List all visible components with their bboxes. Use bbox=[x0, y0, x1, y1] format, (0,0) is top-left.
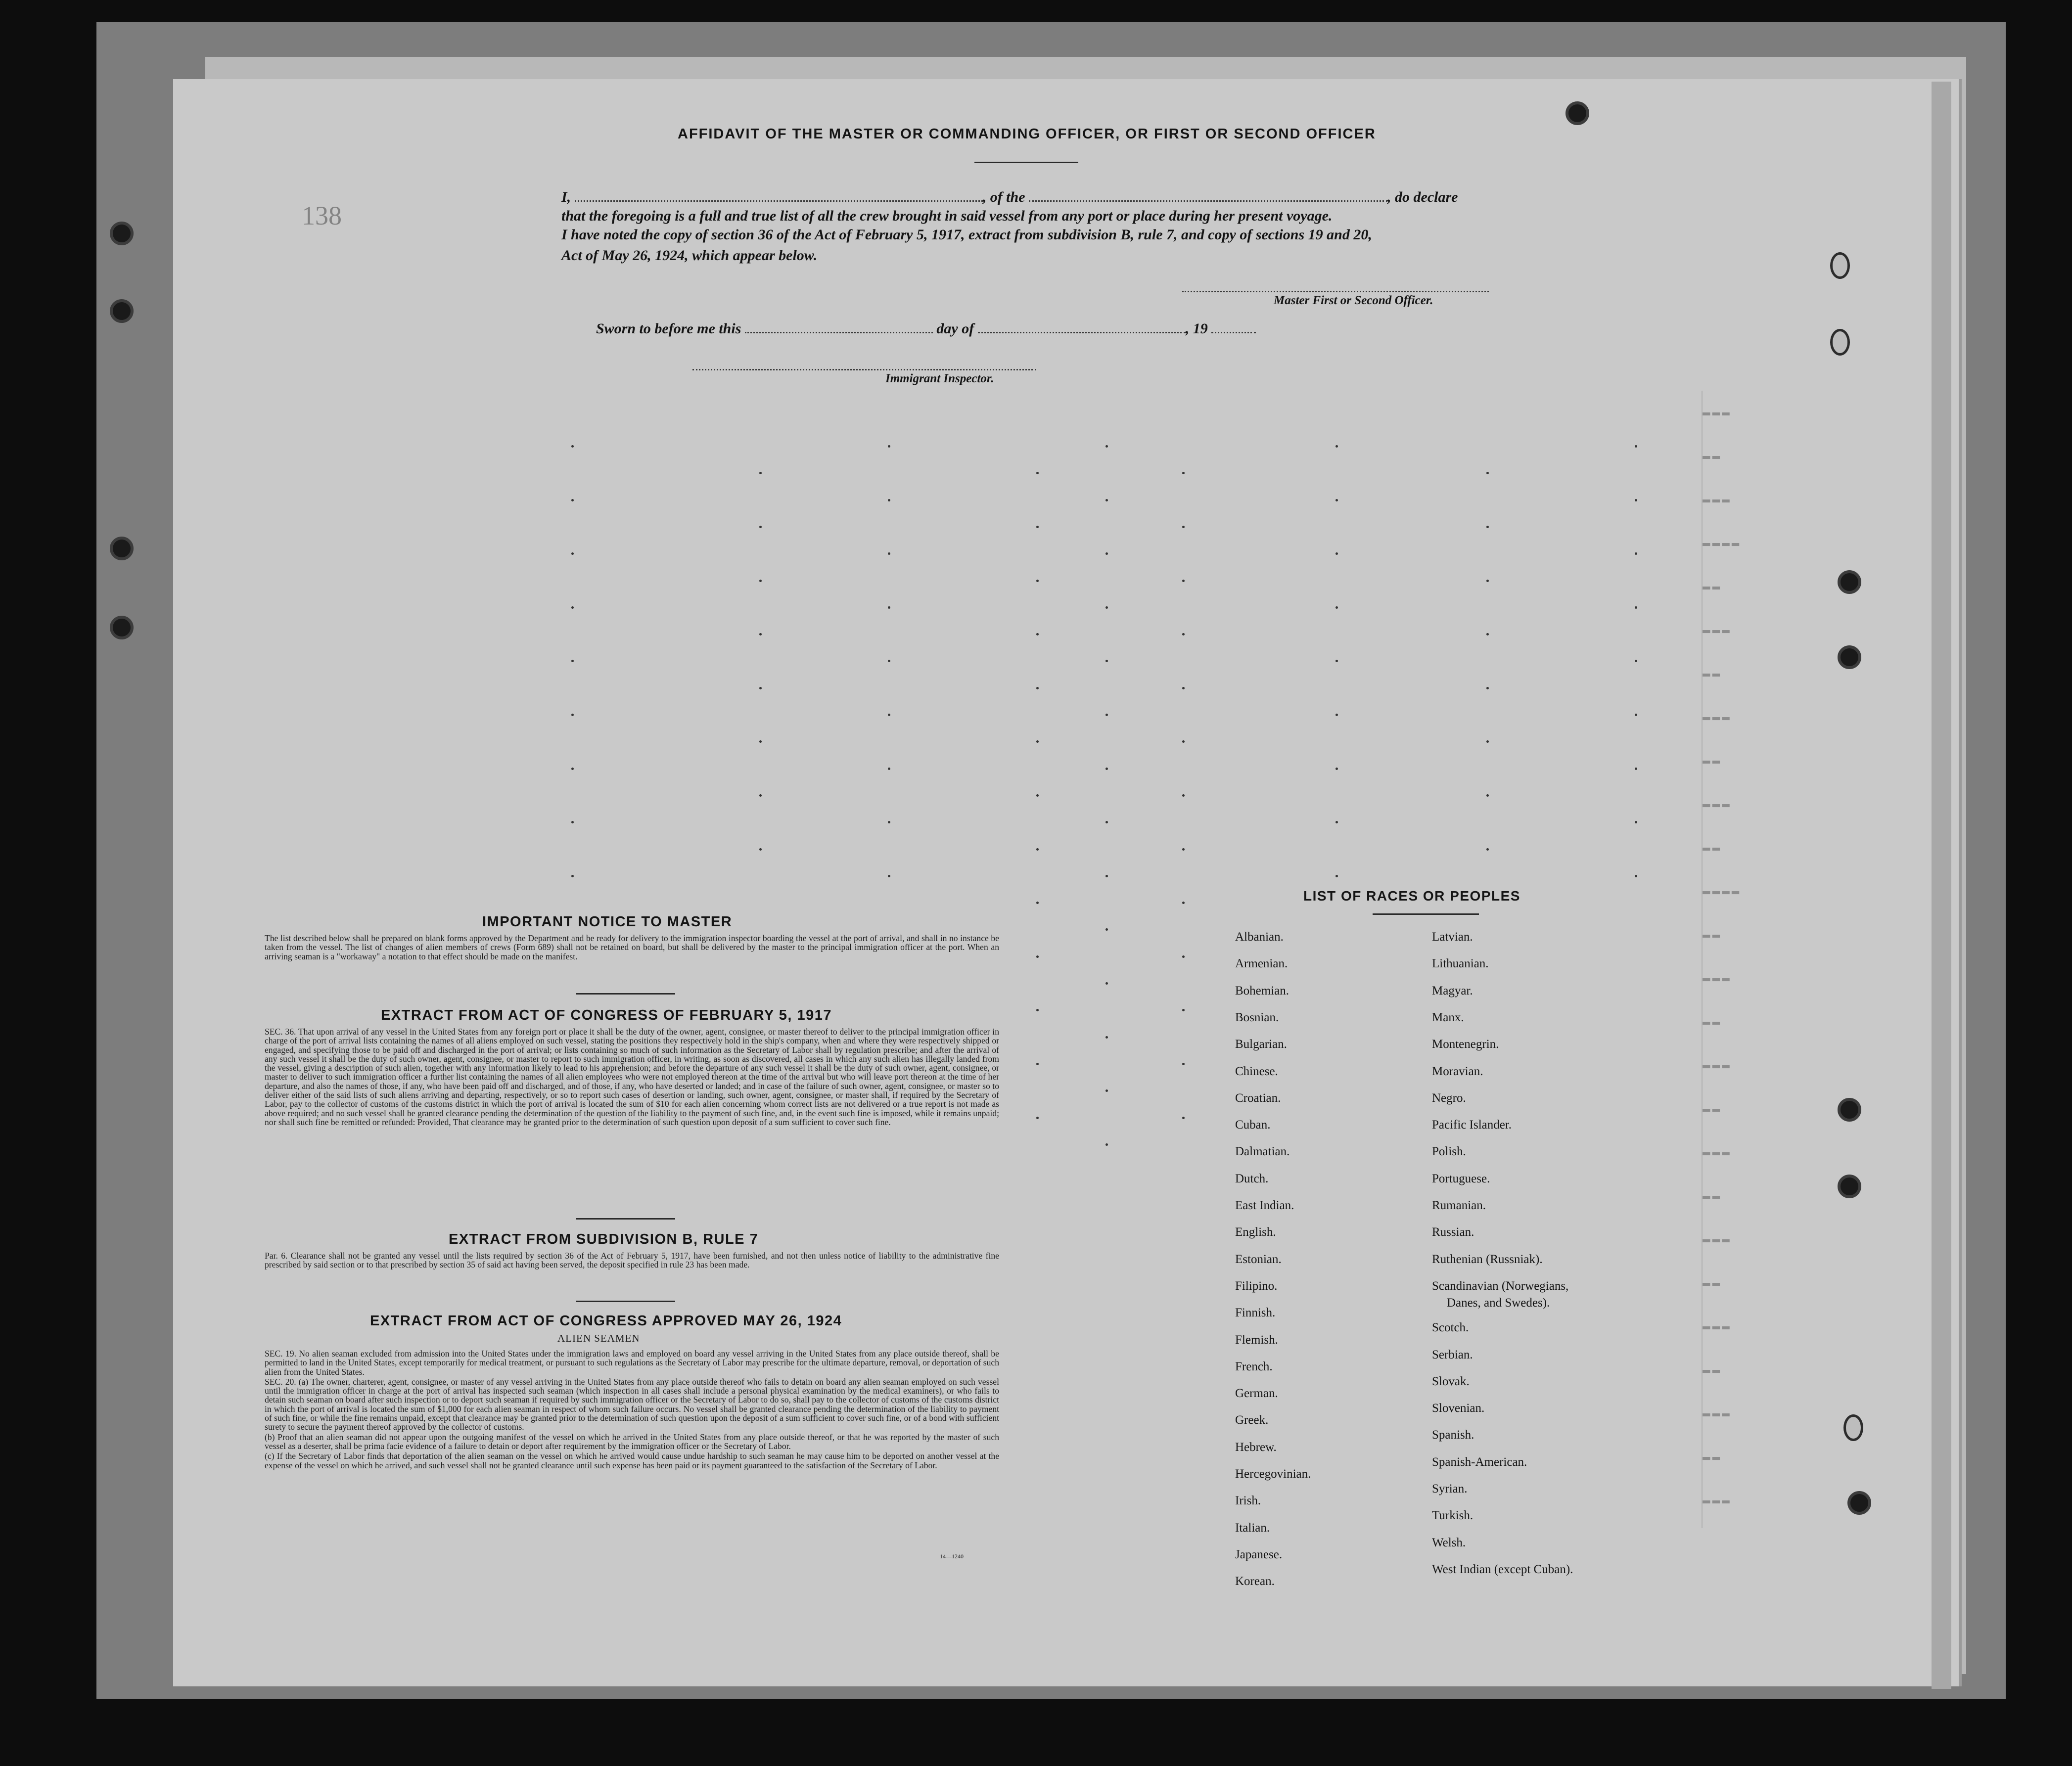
race-item: Welsh. bbox=[1432, 1536, 1466, 1549]
leader-dot bbox=[1486, 848, 1489, 851]
binder-hole bbox=[1838, 1175, 1861, 1198]
leader-dot bbox=[1635, 552, 1637, 555]
race-item: East Indian. bbox=[1235, 1199, 1294, 1212]
alien-seamen-subtitle: ALIEN SEAMEN bbox=[557, 1332, 640, 1344]
leader-dot bbox=[1635, 768, 1637, 770]
binder-hole bbox=[1847, 1491, 1871, 1515]
leader-dot bbox=[1036, 633, 1039, 635]
leader-dot bbox=[1105, 982, 1108, 985]
leader-dot bbox=[1182, 955, 1185, 958]
race-item: French. bbox=[1235, 1360, 1273, 1373]
leader-dot bbox=[1182, 472, 1185, 474]
leader-dot bbox=[759, 580, 762, 582]
race-item: Danes, and Swedes). bbox=[1447, 1296, 1550, 1310]
race-item: Moravian. bbox=[1432, 1065, 1483, 1078]
declaration-end: , do declare bbox=[1387, 189, 1458, 205]
race-item: Estonian. bbox=[1235, 1253, 1282, 1266]
leader-dot bbox=[1105, 1036, 1108, 1039]
leader-dot bbox=[571, 768, 574, 770]
leader-dot bbox=[1635, 499, 1637, 501]
leader-dot bbox=[1182, 1063, 1185, 1065]
declaration-of: , of the bbox=[982, 189, 1025, 205]
form-number: 14—1240 bbox=[940, 1553, 964, 1560]
race-item: Flemish. bbox=[1235, 1333, 1278, 1347]
race-item: Dalmatian. bbox=[1235, 1145, 1290, 1158]
sec-20b-text: (b) Proof that an alien seaman did not appear upon the outgoing manifest of the vessel on which he arrived in the United States from any place outside thereof, or that he was reported by the master of such vessel as a deserter, shall be prima facie evidence of a failure to detain or deport after requirement by the immigration officer or the Secretary of Labor. bbox=[265, 1432, 999, 1451]
leader-dot bbox=[759, 740, 762, 743]
race-item: Ruthenian (Russniak). bbox=[1432, 1253, 1543, 1266]
extract-1924-text bbox=[265, 1349, 999, 1470]
leader-dot bbox=[571, 714, 574, 716]
leader-dot bbox=[571, 875, 574, 877]
binder-hole bbox=[1838, 645, 1861, 669]
binder-hole bbox=[1838, 570, 1861, 594]
race-item: Serbian. bbox=[1432, 1348, 1473, 1361]
leader-dot bbox=[1105, 445, 1108, 448]
affidavit-declaration-line bbox=[561, 189, 1458, 206]
margin-mark: 138 bbox=[302, 201, 342, 230]
binder-hole bbox=[110, 222, 134, 245]
leader-dot bbox=[1036, 1009, 1039, 1011]
leader-dot bbox=[888, 660, 890, 662]
leader-dot bbox=[1105, 606, 1108, 609]
leader-dot bbox=[571, 821, 574, 823]
ring-hole bbox=[1830, 329, 1850, 356]
race-item: Hebrew. bbox=[1235, 1441, 1277, 1454]
leader-dot bbox=[1335, 552, 1338, 555]
leader-dot bbox=[1105, 552, 1108, 555]
master-name-blank bbox=[575, 191, 983, 202]
leader-dot bbox=[1182, 687, 1185, 689]
leader-dot bbox=[1105, 821, 1108, 823]
race-item: Scotch. bbox=[1432, 1321, 1469, 1334]
inspector-signature-line bbox=[692, 369, 1036, 370]
race-item: Pacific Islander. bbox=[1432, 1118, 1512, 1132]
leader-dot bbox=[888, 499, 890, 501]
leader-dot bbox=[1635, 821, 1637, 823]
leader-dot bbox=[1182, 1117, 1185, 1119]
vessel-name-blank bbox=[1029, 191, 1387, 202]
leader-dot bbox=[1182, 794, 1185, 797]
leader-dot bbox=[888, 768, 890, 770]
leader-dot bbox=[1036, 902, 1039, 904]
leader-dot bbox=[759, 687, 762, 689]
leader-dot bbox=[1036, 794, 1039, 797]
ring-hole bbox=[1843, 1414, 1863, 1441]
leader-dot bbox=[1182, 1009, 1185, 1011]
extract-rule7-title: EXTRACT FROM SUBDIVISION B, RULE 7 bbox=[449, 1231, 759, 1247]
leader-dot bbox=[1105, 928, 1108, 931]
race-item: Latvian. bbox=[1432, 930, 1473, 944]
leader-dot bbox=[1105, 714, 1108, 716]
sworn-day-label: day of bbox=[936, 320, 974, 337]
race-item: Bohemian. bbox=[1235, 984, 1289, 997]
race-item: Italian. bbox=[1235, 1521, 1270, 1535]
leader-dot bbox=[1105, 1143, 1108, 1146]
leader-dot bbox=[1335, 660, 1338, 662]
leader-dot bbox=[571, 606, 574, 609]
race-item: Slovak. bbox=[1432, 1375, 1470, 1388]
race-item: Magyar. bbox=[1432, 984, 1473, 997]
extract-1924-title: EXTRACT FROM ACT OF CONGRESS APPROVED MAY 26, 1924 bbox=[370, 1313, 842, 1329]
leader-dot bbox=[1036, 1117, 1039, 1119]
race-item: Filipino. bbox=[1235, 1279, 1278, 1293]
race-item: Syrian. bbox=[1432, 1482, 1468, 1495]
leader-dot bbox=[1182, 526, 1185, 528]
race-item: Bosnian. bbox=[1235, 1011, 1279, 1024]
race-item: Spanish. bbox=[1432, 1428, 1474, 1442]
leader-dot bbox=[1486, 580, 1489, 582]
leader-dot bbox=[1335, 768, 1338, 770]
inspector-signature-caption: Immigrant Inspector. bbox=[885, 372, 994, 385]
leader-dot bbox=[571, 552, 574, 555]
leader-dot bbox=[888, 445, 890, 448]
bleed-through-column: ▬▬▬ ▬▬ ▬▬▬ ▬▬▬▬ ▬▬ ▬▬▬ ▬▬ ▬▬▬ ▬▬ ▬▬▬ ▬▬ ▬▬▬▬ ▬▬ ▬▬▬ ▬▬ ▬▬▬ ▬▬ ▬▬▬ ▬▬ ▬▬▬ ▬▬ ▬▬▬ ▬▬ ▬▬▬ ▬▬ ▬▬▬ bbox=[1702, 391, 1831, 1528]
leader-dot bbox=[1486, 633, 1489, 635]
leader-dot bbox=[1635, 875, 1637, 877]
binder-hole bbox=[110, 616, 134, 639]
divider bbox=[1373, 913, 1479, 915]
leader-dot bbox=[1036, 848, 1039, 851]
leader-dot bbox=[1105, 875, 1108, 877]
sworn-year-blank bbox=[1211, 323, 1256, 333]
declaration-i: I, bbox=[561, 189, 571, 205]
race-item: Manx. bbox=[1432, 1011, 1464, 1024]
leader-dot bbox=[888, 875, 890, 877]
divider bbox=[576, 993, 675, 995]
affidavit-line-3: I have noted the copy of section 36 of the Act of February 5, 1917, extract from subdivision B, rule 7, and copy of sections 19 and 20, bbox=[561, 226, 1372, 243]
leader-dot bbox=[1486, 794, 1489, 797]
leader-dot bbox=[888, 714, 890, 716]
leader-dot bbox=[1335, 821, 1338, 823]
race-item: Polish. bbox=[1432, 1145, 1466, 1158]
leader-dot bbox=[888, 606, 890, 609]
leader-dot bbox=[1635, 714, 1637, 716]
race-item: Irish. bbox=[1235, 1494, 1261, 1507]
affidavit-line-2: that the foregoing is a full and true list of all the crew brought in said vessel from any port or place during her present voyage. bbox=[561, 208, 1333, 224]
race-item: Chinese. bbox=[1235, 1065, 1278, 1078]
leader-dot bbox=[1182, 902, 1185, 904]
leader-dot bbox=[888, 821, 890, 823]
binder-hole bbox=[1566, 101, 1589, 125]
race-item: Russian. bbox=[1432, 1225, 1474, 1239]
race-item: Rumanian. bbox=[1432, 1199, 1486, 1212]
binder-hole bbox=[110, 299, 134, 323]
leader-dot bbox=[1036, 1063, 1039, 1065]
leader-dot bbox=[1036, 687, 1039, 689]
race-item: Turkish. bbox=[1432, 1509, 1473, 1522]
leader-dot bbox=[1105, 1089, 1108, 1092]
race-item: German. bbox=[1235, 1387, 1278, 1400]
leader-dot bbox=[571, 660, 574, 662]
sworn-year-label: , 19 bbox=[1185, 320, 1208, 337]
leader-dot bbox=[1335, 714, 1338, 716]
leader-dot bbox=[1335, 875, 1338, 877]
leader-dot bbox=[1105, 499, 1108, 501]
leader-dot bbox=[1036, 955, 1039, 958]
race-item: Armenian. bbox=[1235, 957, 1288, 970]
important-notice-title: IMPORTANT NOTICE TO MASTER bbox=[482, 914, 733, 930]
leader-dot bbox=[1036, 740, 1039, 743]
leader-dot bbox=[1635, 445, 1637, 448]
race-item: Bulgarian. bbox=[1235, 1038, 1287, 1051]
master-signature-caption: Master First or Second Officer. bbox=[1274, 294, 1433, 307]
page-edge bbox=[1932, 82, 1951, 1689]
sec-20a-text: SEC. 20. (a) The owner, charterer, agent, consignee, or master of any vessel arriving in the United States from any place outside thereof who fails to detain on board any alien seaman employed on such vessel until the immigration officer in charge at the port of arrival has inspected such seaman (which inspection in all cases shall include a personal physical examination by the medical examiners), or who fails to detain such seaman on board after such inspection or to deport such seaman if required by such immigration officer or the Secretary of Labor to do so, shall pay to the collector of customs of the customs district in which the port of arrival is located the sum of $1,000 for each alien seaman in respect of whom such failure occurs. No vessel shall be granted clearance pending the determination of the liability to payment of such fine, or while the fine remains unpaid, except that clearance may be granted prior to the determination of such question upon the deposit of a sum sufficient to cover such fine, or of a bond with sufficient surety to secure the payment thereof approved by the collector of customs. bbox=[265, 1376, 999, 1432]
leader-dot bbox=[888, 552, 890, 555]
race-item: Croatian. bbox=[1235, 1091, 1281, 1105]
race-item: Korean. bbox=[1235, 1575, 1275, 1588]
sworn-label: Sworn to before me this bbox=[596, 320, 741, 337]
race-item: Portuguese. bbox=[1432, 1172, 1490, 1185]
divider bbox=[576, 1218, 675, 1220]
race-item: Finnish. bbox=[1235, 1306, 1276, 1319]
extract-1917-text: SEC. 36. That upon arrival of any vessel in the United States from any foreign port or place it shall be the duty of the owner, agent, consignee, or master thereof to deliver to the principal immigration officer in charge of the port of arrival lists containing the names of all aliens employed on such vessel, stating the positions they respectively hold in the ship's company, when and where they were respectively shipped or engaged, and specifying those to be paid off and discharged in the port of arrival; or lists containing so much of such information as the Secretary of Labor shall by regulation prescribe; and after the arrival of any such vessel it shall be the duty of such owner, agent, consignee, or master to report to such immigration officer, in writing, as soon as discovered, all cases in which any such alien has illegally landed from the vessel, giving a description of such alien, together with any information likely to lead to his apprehension; and before the departure of any such vessel it shall be the duty of such owner, agent, consignee, or master to deliver to such immigration officer a further list containing the names of all alien employees who were not employed thereon at the time of the arrival but who will leave port thereon at the time of her departure, and also the names of those, if any, who have been paid off and discharged, and of those, if any, who have deserted or landed; and in case of the failure of such owner, agent, consignee, or master so to deliver either of the said lists of such aliens arriving and departing, respectively, or so to report such cases of desertion or landing, such owner, agent, consignee, or master shall, if required by the Secretary of Labor, pay to the collector of customs of the customs district in which the port of arrival is located the sum of $10 for each alien concerning whom correct lists are not delivered or a true report is not made as above required; and no such vessel shall be granted clearance pending the determination of the question of the liability to the payment of such fine, and, in the event such fine is imposed, while it remains unpaid; nor shall such fine be remitted or refunded: Provided, That clearance may be granted prior to the determination of such question upon deposit of a sum sufficient to cover such fine. bbox=[265, 1027, 999, 1127]
binder-hole bbox=[110, 537, 134, 560]
leader-dot bbox=[1486, 740, 1489, 743]
affidavit-line-4: Act of May 26, 1924, which appear below. bbox=[561, 247, 818, 264]
leader-dot bbox=[1036, 580, 1039, 582]
important-notice-text: The list described below shall be prepared on blank forms approved by the Department and be ready for delivery to the immigration inspector boarding the vessel at the port of arrival, and shall in no instance be taken from the vessel. The list of changes of alien members of crews (Form 689) shall not be retained on board, but shall be delivered by the master to the principal immigration officer at the port. When an arriving seaman is a "workaway" a notation to that effect should be made on the manifest. bbox=[265, 933, 999, 961]
master-signature-line bbox=[1182, 291, 1489, 292]
leader-dot bbox=[1036, 526, 1039, 528]
leader-dot bbox=[759, 526, 762, 528]
race-item: Cuban. bbox=[1235, 1118, 1271, 1132]
race-item: Hercegovinian. bbox=[1235, 1467, 1311, 1481]
race-item: Lithuanian. bbox=[1432, 957, 1489, 970]
leader-dot bbox=[1182, 580, 1185, 582]
race-item: Greek. bbox=[1235, 1413, 1269, 1427]
leader-dot bbox=[1182, 740, 1185, 743]
leader-dot bbox=[1335, 606, 1338, 609]
race-item: Spanish-American. bbox=[1432, 1455, 1527, 1469]
extract-rule7-text: Par. 6. Clearance shall not be granted any vessel until the lists required by section 36 of the Act of February 5, 1917, have been furnished, and not then unless notice of liability to the administrative fine prescribed by said section or to that prescribed by section 35 of said act having been served, the deposit specified in rule 23 has been made. bbox=[265, 1251, 999, 1270]
binder-hole bbox=[1838, 1098, 1861, 1122]
race-item: Montenegrin. bbox=[1432, 1038, 1499, 1051]
extract-1917-title: EXTRACT FROM ACT OF CONGRESS OF FEBRUARY 5, 1917 bbox=[381, 1007, 832, 1023]
sec-20c-text: (c) If the Secretary of Labor finds that deportation of the alien seaman on the vessel on which he arrived would cause undue hardship to such seaman he may cause him to be deported on another vessel at the expense of the vessel on which he arrived, and such vessel shall not be granted clearance until such expense has been paid or its payment guaranteed to the satisfaction of the Secretary of Labor. bbox=[265, 1451, 999, 1470]
sec-19-text: SEC. 19. No alien seaman excluded from admission into the United States under the immigration laws and employed on board any vessel arriving in the United States from any place outside thereof, shall be permitted to land in the United States, except temporarily for medical treatment, or pursuant to such regulations as the Secretary of Labor may prescribe for the ultimate departure, removal, or deportation of such alien from the United States. bbox=[265, 1349, 999, 1377]
leader-dot bbox=[1036, 472, 1039, 474]
leader-dot bbox=[759, 472, 762, 474]
race-item: Japanese. bbox=[1235, 1548, 1283, 1561]
leader-dot bbox=[1486, 687, 1489, 689]
leader-dot bbox=[571, 499, 574, 501]
leader-dot bbox=[1105, 660, 1108, 662]
leader-dot bbox=[759, 794, 762, 797]
affidavit-title: AFFIDAVIT OF THE MASTER OR COMMANDING OFFICER, OR FIRST OR SECOND OFFICER bbox=[678, 126, 1376, 142]
race-item: Slovenian. bbox=[1432, 1402, 1485, 1415]
leader-dot bbox=[1635, 660, 1637, 662]
ring-hole bbox=[1830, 252, 1850, 279]
leader-dot bbox=[1182, 633, 1185, 635]
leader-dot bbox=[571, 445, 574, 448]
races-title: LIST OF RACES OR PEOPLES bbox=[1303, 888, 1520, 904]
divider bbox=[576, 1301, 675, 1302]
leader-dot bbox=[1105, 768, 1108, 770]
race-item: West Indian (except Cuban). bbox=[1432, 1563, 1573, 1576]
leader-dot bbox=[1335, 499, 1338, 501]
race-item: Scandinavian (Norwegians, bbox=[1432, 1279, 1569, 1293]
leader-dot bbox=[1635, 606, 1637, 609]
leader-dot bbox=[1486, 526, 1489, 528]
leader-dot bbox=[1486, 472, 1489, 474]
sworn-line bbox=[596, 320, 1256, 337]
leader-dot bbox=[759, 633, 762, 635]
divider bbox=[974, 162, 1078, 163]
race-item: English. bbox=[1235, 1225, 1276, 1239]
sworn-month-blank bbox=[978, 323, 1186, 333]
leader-dot bbox=[759, 848, 762, 851]
sworn-date-blank bbox=[745, 323, 933, 333]
leader-dot bbox=[1335, 445, 1338, 448]
race-item: Negro. bbox=[1432, 1091, 1466, 1105]
race-item: Dutch. bbox=[1235, 1172, 1269, 1185]
race-item: Albanian. bbox=[1235, 930, 1284, 944]
leader-dot bbox=[1182, 848, 1185, 851]
